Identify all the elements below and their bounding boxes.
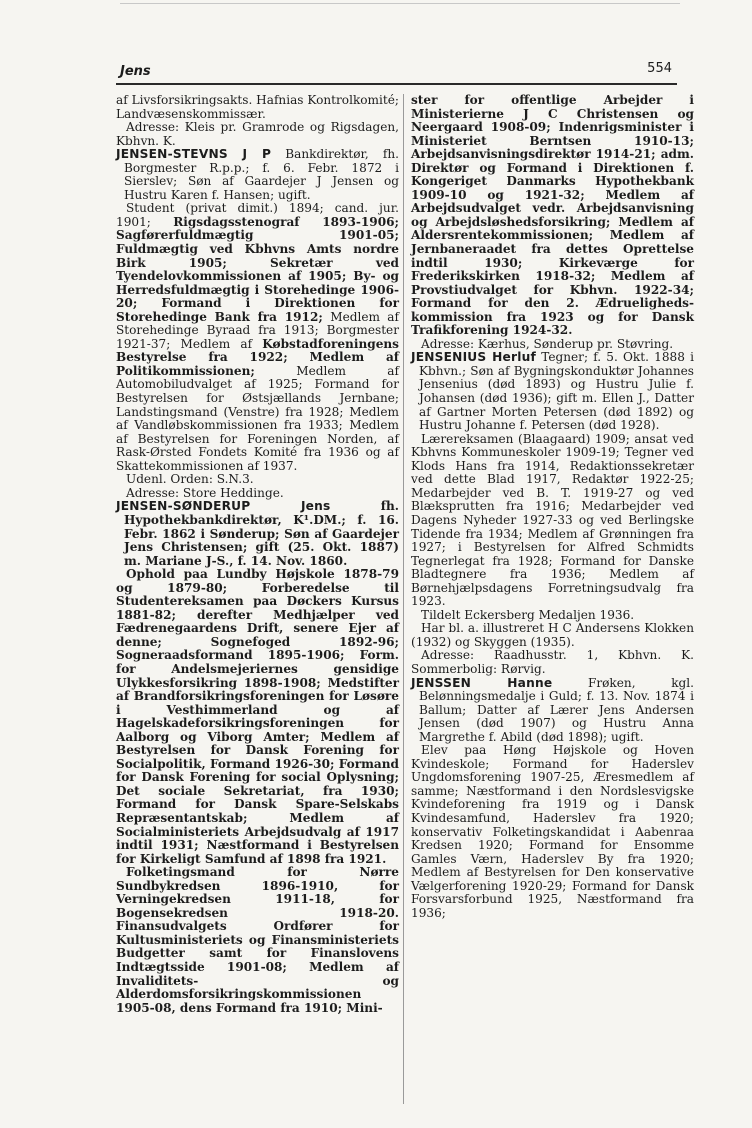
- entry-jenssen: [411, 677, 694, 745]
- entry-political-career: Folketingsmand for Nørre Sundbykredsen 1896-1910, for Verningekredsen 1911-18, for Bogensekredsen 1918-20. Finansudvalgets Ordfører for Kultusministeriets og Finansministeriets Budgetter samt for Finanslovens Indtægtsside 1901-08; Medlem af Invaliditets- og Alderdomsforsikringskommissionen 1905-08, dens Formand fra 1910; Mini-: [116, 865, 399, 1015]
- orden-line: Udenl. Orden: S.N.3.: [126, 472, 254, 487]
- left-column: [116, 94, 399, 1114]
- address-line: Adresse: Kærhus, Sønderup pr. Støvring.: [421, 336, 674, 351]
- address-line: Adresse: Kleis pr. Gramrode og Rigsdagen, Kbhvn. K.: [116, 120, 399, 148]
- entry-career: Ophold paa Lundby Højskole 1878-79 og 1879-80; Forberedelse til Studentereksamen paa Døckers Kursus 1881-82; derefter Medhjælper ved Fædrenegaardens Drift, senere Ejer af denne; Sognefoged 1892-96; Sogneraadsformand 1895-1906; Form. for Andelsmejeriernes gensidige Ulykkesforsikring 1898-1908; Medstifter af Brandforsikringsforeningen for Løsøre i Vesthimmerland og af Hagelskadeforsikringsforeningen for Aalborg og Viborg Amter; Medlem af Bestyrelsen for Dansk Forening for Socialpolitik, Formand 1926-30; Formand for Dansk Forening for social Oplysning; Det sociale Sekretariat, fra 1930; Formand for Dansk Spare-Selskabs Repræsentantskab; Medlem af Socialministeriets Arbejdsudvalg af 1917 indtil 1931; Næstformand i Bestyrelsen for Kirkeligt Samfund af 1898 fra 1921.: [116, 567, 399, 866]
- page-header: [116, 58, 676, 82]
- entry-career: Lærereksamen (Blaagaard) 1909; ansat ved Kbhvns Kommuneskoler 1909-19; Tegner ved Klods Hans fra 1914, Redaktionssekretær ved dette Blad 1917, Redaktør 1922-25; Medarbejder ved B. T. 1919-27 og ved Blæksprutten fra 1916; Medarbejder ved Dagens Nyheder 1927-33 og ved Berlingske Tidende fra 1934; Medlem af Grønningen fra 1927; i Bestyrelsen for Alfred Schmidts Tegnerlegat fra 1928; Formand for Danske Bladtegnere fra 1936; Medlem af Børnehjælpsdagens Forretningsudvalg fra 1923.: [411, 431, 694, 609]
- header-rule: [116, 83, 677, 85]
- entry-award: Tildelt Eckersberg Medaljen 1936.: [421, 607, 635, 622]
- top-edge-line: [120, 3, 680, 4]
- entry-headword: JENSSEN Hanne: [411, 675, 553, 690]
- continued-paragraph: af Livsforsikringsakts. Hafnias Kontrolkomité; Landvæsenskommissær.: [116, 93, 399, 121]
- entry-jensen-stevns: [116, 148, 399, 202]
- entry-headword: JENSENIUS Herluf: [411, 350, 536, 365]
- entry-career: Student (privat dimit.) 1894; cand. jur. 1901; Rigsdagsstenograf 1893-1906; Sagførerfuldmægtig 1901-05; Fuldmægtig ved Kbhvns Amts nordre Birk 1905; Sekretær ved Tyendelovkommissionen af 1905; By- og Herredsfuldmægtig i Storehedinge 1906-20; Formand i Direktionen for Storehedinge Bank fra 1912; Medlem af Storehedinge Byraad fra 1913; Borgmester 1921-37; Medlem af Købstadforeningens Bestyrelse fra 1922; Medlem af Politikommissionen; Medlem af Automobiludvalget af 1925; Formand for Bestyrelsen for Østsjællands Jernbane; Landstingsmand (Venstre) fra 1928; Medlem af Vandløbskommissionen fra 1933; Medlem af Bestyrelsen for Foreningen Norden, af Rask-Ørsted Fondets Komité fra 1936 og af Skattekommissionen af 1937.: [116, 201, 399, 473]
- entry-jensen-sonderup: [116, 500, 399, 568]
- entry-works: Har bl. a. illustreret H C Andersens Klokken (1932) og Skyggen (1935).: [411, 621, 694, 649]
- entry-title: fh. Hypothekbankdirektør, K¹.DM.; f. 16. Febr. 1862 i Sønderup; Søn af Gaardejer Jens Christensen; gift (25. Okt. 1887) m. Mariane J-S., f. 14. Nov. 1860.: [124, 499, 399, 568]
- page-number: 554: [647, 61, 672, 76]
- entry-headword: JENSEN-STEVNS J P: [116, 147, 272, 162]
- entry-career: Elev paa Høng Højskole og Hoven Kvindeskole; Formand for Haderslev Ungdomsforening 1907-25, Æresmedlem af samme; Næstformand i den Nordslesvigske Kvindeforening fra 1919 og i Dansk Kvindesamfund, Haderslev fra 1920; konservativ Folketingskandidat i Aabenraa Kredsen 1920; Formand for Ensomme Gamles Værn, Haderslev By fra 1920; Medlem af Bestyrelsen for Den konservative Vælgerforening 1920-29; Formand for Dansk Forsvarsforbund 1925, Næstformand fra 1936;: [411, 743, 694, 920]
- running-head: Jens: [120, 64, 151, 79]
- column-divider: [403, 94, 404, 1104]
- address-line: Adresse: Raadhusstr. 1, Kbhvn. K. Sommerbolig: Rørvig.: [411, 648, 694, 676]
- entry-title: Bankdirektør, fh. Borgmester R.p.p.; f. 6. Febr. 1872 i Sierslev; Søn af Gaardejer J Jensen og Hustru Karen f. Hansen; ugift.: [124, 147, 399, 202]
- continued-paragraph: ster for offentlige Arbejder i Ministerierne J C Christensen og Neergaard 1908-09; Indenrigsminister i Ministeriet Berntsen 1910-13; Arbejdsanvisningsdirektør 1914-21; adm. Direktør og Formand i Direktionen f. Kongeriget Danmarks Hypothekbank 1909-10 og 1921-32; Medlem af Arbejdsudvalget vedr. Arbejdsanvisning og Arbejdsløshedsforsikring; Medlem af Aldersrentekommissionen; Medlem af Jernbaneraadet fra dettes Oprettelse indtil 1930; Kirkeværge for Frederikskirken 1918-32; Medlem af Provstiudvalget for Kbhvn. 1922-34; Formand for den 2. Ædrueligheds-kommission fra 1923 og for Dansk Trafikforening 1924-32.: [411, 93, 694, 338]
- entry-headword: JENSEN-SØNDERUP Jens: [116, 499, 331, 514]
- entry-title: Tegner; f. 5. Okt. 1888 i Kbhvn.; Søn af Bygningskonduktør Johannes Jensenius (død 1893) og Hustru Julie f. Johansen (død 1936); gift m. Ellen J., Datter af Gartner Morten Petersen (død 1892) og Hustru Johanne f. Petersen (død 1928).: [419, 350, 694, 433]
- entry-jensenius: [411, 351, 694, 432]
- entry-title: Frøken, kgl. Belønningsmedalje i Guld; f. 13. Nov. 1874 i Ballum; Datter af Lærer Jens Andersen Jensen (død 1907) og Hustru Anna Margrethe f. Abild (død 1898); ugift.: [419, 675, 695, 744]
- address-line: Adresse: Store Heddinge.: [126, 485, 284, 500]
- right-column: [411, 94, 694, 1114]
